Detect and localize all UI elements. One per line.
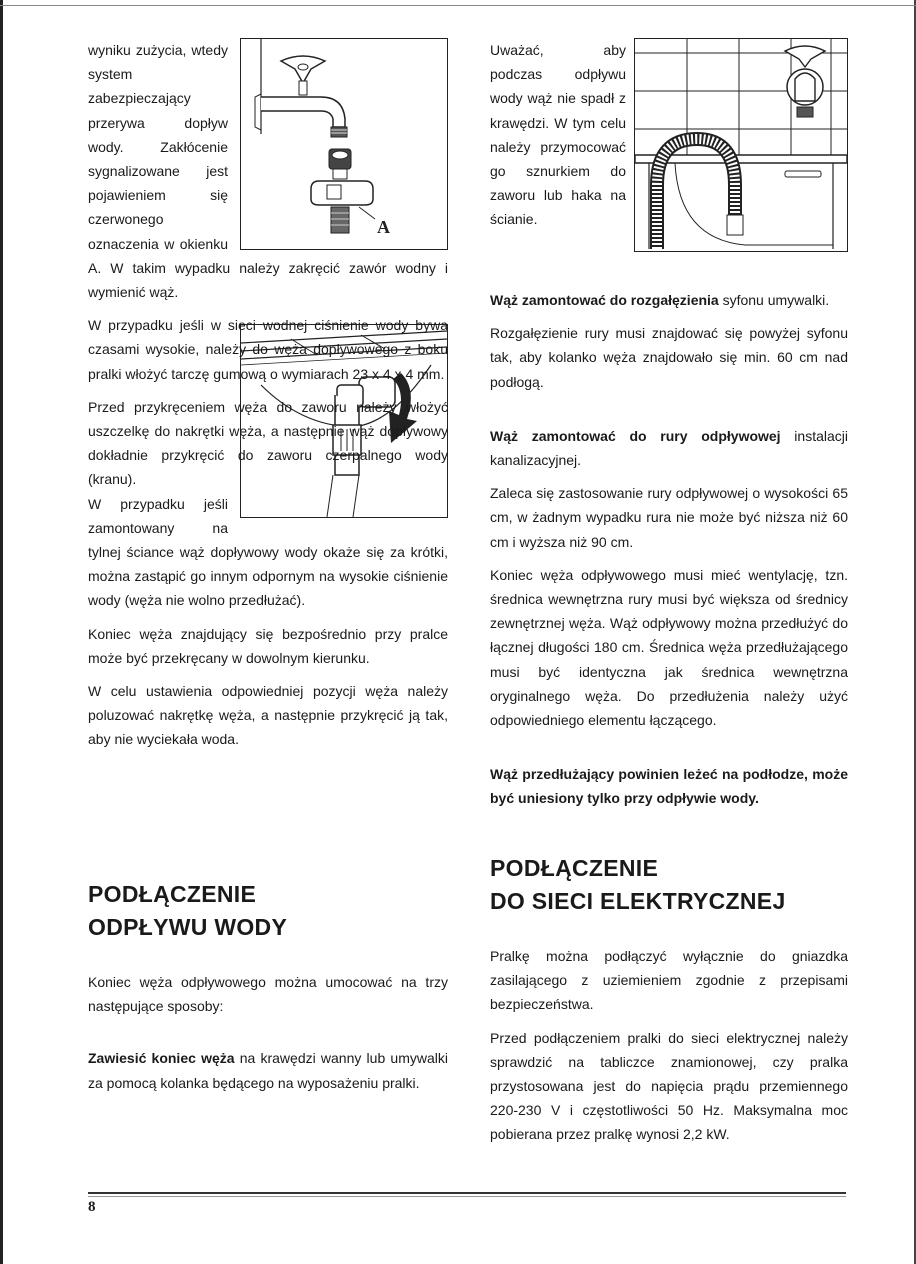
right-bottom-paragraph-2: Przed podłączeniem pralki do sieci elektrycznej należy sprawdzić na tabliczce znamionowej, czy pralka przystosowana jest do napięcia prądu przemiennego 220-230 V i częstotliwości 50 Hz. Maksymalna moc pobierana przez pralkę wynosi 2,2 kW. xyxy=(490,1029,848,1143)
left-bottom-column xyxy=(88,970,448,1104)
right-paragraph-1: Uważać, aby podczas odpływu wody wąż nie spadł z krawędzi. W tym celu należy przymocować go sznurkiem do zaworu lub haka na ścianie. xyxy=(490,42,626,228)
footer-rule xyxy=(88,1192,846,1194)
right-paragraph-5: Zaleca się zastosowanie rury odpływowej o wysokości 65 cm, w żadnym wypadku rura nie może być niższa niż 60 cm i wyższa niż 90 cm. xyxy=(490,485,848,550)
left-bottom-paragraph-1: Koniec węża odpływowego można umocować na trzy następujące sposoby: xyxy=(88,974,448,1015)
branch-rest: syfonu umywalki. xyxy=(718,292,830,308)
hang-hose-rest: na krawędzi wanny lub umywalki za pomocą kolanka będącego na wyposażeniu pralki. xyxy=(88,1050,448,1091)
left-paragraph-5: Koniec węża znajdujący się bezpośrednio przy pralce może być przekręcany w dowolnym kierunku. xyxy=(88,625,448,666)
left-paragraph-2: W przypadku jeśli w sieci wodnej ciśnienie wody bywa czasami wysokie, należy do węża dopływowego z boku pralki włożyć tarczę gumową o wymiarach 23 x 4 x 4 mm. xyxy=(88,317,448,382)
right-paragraph-6: Koniec węża odpływowego musi mieć wentylację, tzn. średnica wewnętrzna rury musi być większa od średnicy zewnętrznej węża. Wąż odpływowy można przedłużyć do łącznej długości 180 cm. Średnica węża przedłużającego musi być identyczna jak średnica wewnętrzna oryginalnego węża. Do przedłużenia należy użyć odpowiedniego elementu łączącego. xyxy=(490,566,848,729)
heading-drain-line1: PODŁĄCZENIE xyxy=(88,881,257,907)
drain-pipe-bold: Wąż zamontować do rury odpływowej xyxy=(490,427,781,444)
left-column xyxy=(88,38,448,761)
left-paragraph-1: wyniku zużycia, wtedy system zabezpieczający przerywa dopływ wody. Zakłócenie sygnalizowane jest pojawieniem się czerwonego oznaczenia w okienku A. W takim wypadku należy zakręcić zawór wodny i wymienić wąż. xyxy=(88,42,448,301)
left-paragraph-6: W celu ustawienia odpowiedniej pozycji węża należy poluzować nakrętkę węża, a następnie przykręcić ją tak, aby nie wyciekała woda. xyxy=(88,683,448,748)
branch-bold: Wąż zamontować do rozgałęzienia xyxy=(490,292,719,308)
page-number: 8 xyxy=(88,1199,96,1215)
left-bottom-paragraph-2 xyxy=(88,1046,448,1094)
heading-electric-line2: DO SIECI ELEKTRYCZNEJ xyxy=(490,888,786,914)
right-bottom-column xyxy=(490,944,848,1156)
right-paragraph-7: Wąż przedłużający powinien leżeć na podłodze, może być uniesiony tylko przy odpływie wody. xyxy=(490,766,848,807)
footer-rule-thin xyxy=(88,1196,846,1197)
drain-pipe-rest: instalacji kanalizacyjnej. xyxy=(490,427,848,469)
left-paragraph-4: W przypadku jeśli zamontowany na tylnej ściance wąż dopływowy wody okaże się za krótki, można zastąpić go innym odpornym na wysokie ciśnienie wody (węża nie wolno przedłużać). xyxy=(88,495,448,609)
hang-hose-bold: Zawiesić koniec węża xyxy=(88,1050,235,1067)
right-bottom-paragraph-1: Pralkę można podłączyć wyłącznie do gniazdka zasilającego z uziemieniem zgodnie z przepisami bezpieczeństwa. xyxy=(490,948,848,1013)
right-paragraph-3: Rozgałęzienie rury musi znajdować się powyżej syfonu tak, aby kolanko węża znajdowało się min. 60 cm nad podłogą. xyxy=(490,325,848,390)
heading-drain-line2: ODPŁYWU WODY xyxy=(88,914,288,940)
right-paragraph-2 xyxy=(490,288,848,312)
left-paragraph-3: Przed przykręceniem węża do zaworu należy włożyć uszczelkę do nakrętki węża, a następnie wąż dopływowy dokładnie przykręcić do zaworu czerpalnego wody (kranu). xyxy=(88,398,448,488)
heading-drain-connection xyxy=(88,878,287,944)
scan-edge-top xyxy=(0,5,916,6)
right-column xyxy=(490,288,848,820)
right-column-top xyxy=(490,38,626,241)
scan-edge-left xyxy=(0,0,3,1264)
figure-faucet-valve xyxy=(240,38,448,250)
heading-electric-connection xyxy=(490,852,786,918)
figure-label-a: A xyxy=(377,217,390,237)
figure-hose-on-sink xyxy=(634,38,848,252)
heading-electric-line1: PODŁĄCZENIE xyxy=(490,855,659,881)
right-paragraph-4 xyxy=(490,424,848,472)
